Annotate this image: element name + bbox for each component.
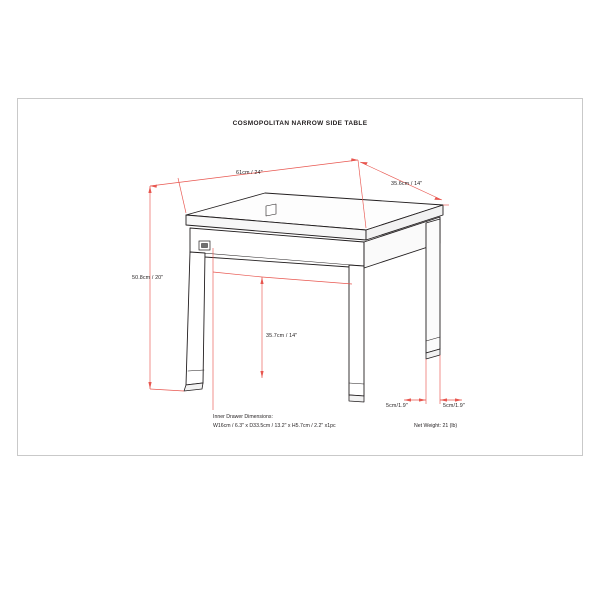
dim-label-height-left: 50.8cm / 20"	[132, 275, 164, 281]
page-title: COSMOPOLITAN NARROW SIDE TABLE	[232, 120, 368, 127]
drawer-pull-icon	[199, 241, 210, 250]
dim-label-width-top: 61cm / 24"	[236, 170, 263, 176]
dim-label-foot-right: 5cm/1.9"	[443, 403, 465, 409]
product-outline	[184, 193, 443, 402]
dim-label-foot-left: 5cm/1.9"	[386, 403, 408, 409]
drawer-dimensions-detail: W16cm / 6.3" x D33.5cm / 13.2" x H5.7cm / 2.2" x1pc	[213, 423, 336, 429]
net-weight-label: Net Weight: 21 (lb)	[414, 423, 458, 429]
dim-label-leg-clearance: 35.7cm / 14"	[266, 333, 298, 339]
dim-label-depth-top: 35.6cm / 14"	[391, 181, 423, 187]
drawer-dimensions-heading: Inner Drawer Dimensions:	[213, 414, 273, 420]
